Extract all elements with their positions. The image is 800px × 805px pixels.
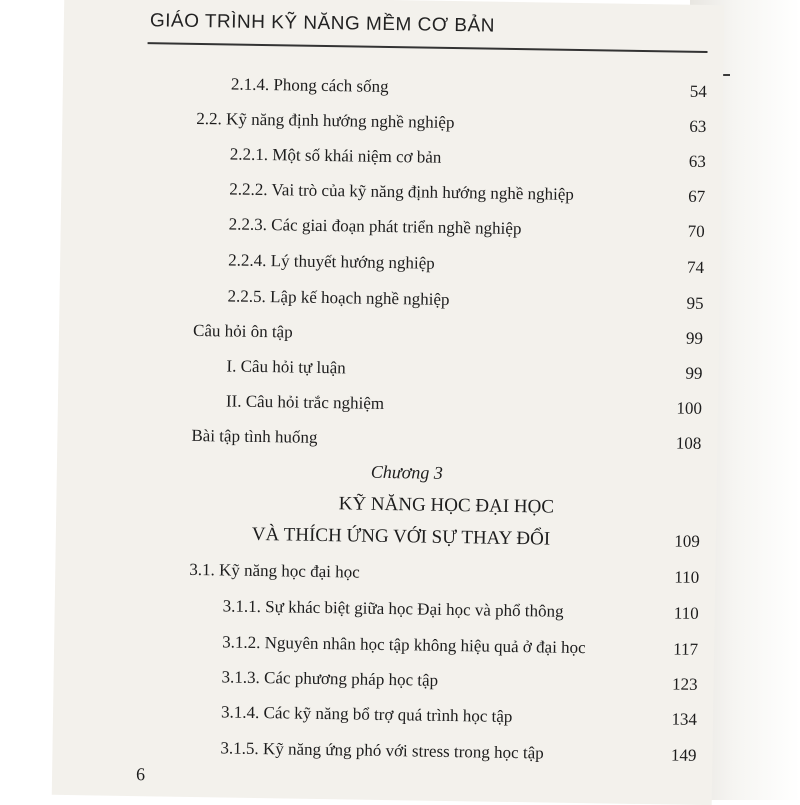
- toc-entry-label: 3.1.5. Kỹ năng ứng phó với stress trong học tập: [220, 738, 544, 763]
- chapter-title-line-2: VÀ THÍCH ỨNG VỚI SỰ THAY ĐỔI: [251, 523, 551, 550]
- book-page: [52, 0, 724, 805]
- toc-entry: [142, 350, 702, 389]
- toc-entry: [144, 244, 704, 283]
- toc-entry: [146, 138, 706, 177]
- toc-entry-page: 134: [671, 709, 698, 729]
- toc-entry: [139, 590, 699, 629]
- toc-entry-page: 99: [685, 328, 704, 348]
- toc-entry: [136, 732, 696, 771]
- toc-entry-page: 63: [689, 116, 707, 136]
- toc-entry-page: 95: [686, 293, 704, 313]
- toc-entry-page: 109: [674, 531, 700, 551]
- toc-entry-label: 3.1.3. Các phương pháp học tập: [221, 667, 439, 690]
- toc-entry-page: 123: [671, 674, 698, 694]
- toc-entry-page: 110: [674, 567, 700, 587]
- toc-entry-label: 3.1. Kỹ năng học đại học: [189, 559, 360, 582]
- toc-entry-label: 2.2.1. Một số khái niệm cơ bản: [229, 144, 442, 167]
- toc-entry-label: I. Câu hỏi tự luận: [226, 356, 346, 378]
- toc-entry-label: 2.2.3. Các giai đoạn phát triển nghề nghiệp: [228, 214, 522, 239]
- toc-entry: [147, 68, 707, 107]
- chapter-title-line-1: KỸ NĂNG HỌC ĐẠI HỌC: [338, 493, 555, 518]
- toc-entry-label: 3.1.1. Sự khác biệt giữa học Đại học và phổ thông: [222, 596, 564, 621]
- toc-entry-label: Bài tập tình huống: [191, 425, 318, 447]
- toc-entry: [143, 280, 703, 319]
- chapter-number: Chương 3: [370, 461, 443, 483]
- toc-entry-page: 149: [670, 745, 697, 765]
- toc-entry-page: 70: [687, 221, 705, 241]
- toc-entry-label: 2.2.2. Vai trò của kỹ năng định hướng nghề nghiệp: [229, 179, 575, 204]
- toc-entry: [145, 173, 705, 212]
- toc-entry-label: 2.2. Kỹ năng định hướng nghề nghiệp: [196, 108, 455, 133]
- toc-entry: [137, 661, 697, 700]
- toc-entry-page: 110: [673, 603, 699, 623]
- chapter-title-row: [140, 518, 700, 557]
- toc-entry-label: 3.1.2. Nguyên nhân học tập không hiệu quả ở đại học: [222, 632, 586, 658]
- toc-entry-label: 3.1.4. Các kỹ năng bổ trợ quá trình học tập: [220, 702, 513, 726]
- toc-entry: [143, 315, 703, 354]
- toc-entry: [145, 208, 705, 247]
- toc-entry-page: 117: [673, 639, 699, 659]
- toc-entry-page: 100: [676, 398, 703, 418]
- toc-entry-page: 108: [675, 433, 702, 453]
- toc-entry: [138, 626, 698, 665]
- toc-entry-label: Câu hỏi ôn tập: [192, 320, 293, 342]
- toc-entry-label: 2.2.5. Lập kế hoạch nghề nghiệp: [227, 286, 450, 309]
- toc-entry-page: 54: [689, 81, 708, 101]
- toc-entry-page: 99: [685, 363, 703, 383]
- toc-entry-page: 74: [686, 257, 705, 277]
- toc-entry-page: 67: [688, 186, 706, 206]
- toc-entry-page: 63: [688, 151, 706, 171]
- toc-entry: [141, 420, 701, 459]
- header-rule: [148, 42, 708, 53]
- toc-entry: [139, 554, 699, 593]
- toc-entry-label: II. Câu hỏi trắc nghiệm: [225, 391, 385, 413]
- toc-entry: [146, 103, 706, 142]
- page-number: 6: [135, 764, 146, 785]
- running-header: GIÁO TRÌNH KỸ NĂNG MỀM CƠ BẢN: [149, 10, 496, 37]
- toc-entry: [137, 696, 697, 735]
- toc-entry: [142, 385, 702, 424]
- toc-entry-label: 2.2.4. Lý thuyết hướng nghiệp: [228, 250, 435, 273]
- toc-entry-label: 2.1.4. Phong cách sống: [230, 74, 389, 96]
